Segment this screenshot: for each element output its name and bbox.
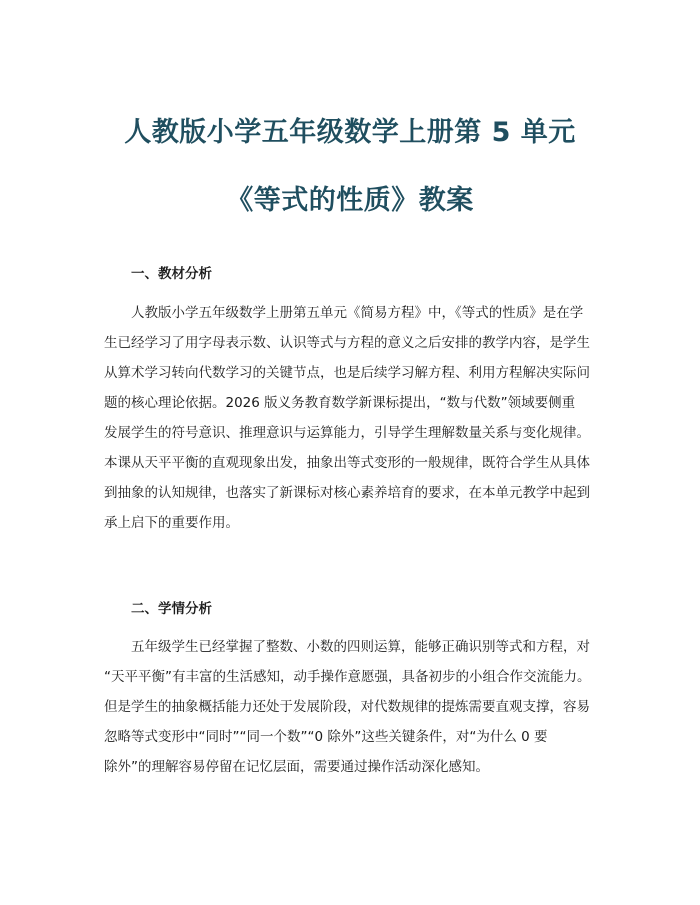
document-title-line-2: 《等式的性质》教案 <box>226 185 474 216</box>
paragraph-line: 但是学生的抽象概括能力还处于发展阶段，对代数规律的提炼需要直观支撑，容易 <box>104 699 590 715</box>
paragraph-line: 从算术学习转向代数学习的关键节点，也是后续学习解方程、利用方程解决实际问 <box>104 365 590 381</box>
paragraph-line: 生已经学习了用字母表示数、认识等式与方程的意义之后安排的教学内容，是学生 <box>104 335 590 351</box>
paragraph-line: “天平平衡”有丰富的生活感知，动手操作意愿强，具备初步的小组合作交流能力。 <box>104 669 591 685</box>
section-heading-student-analysis: 二、学情分析 <box>131 601 212 617</box>
paragraph-line: 题的核心理论依据。2026 版义务教育数学新课标提出，“数与代数”领域要侧重 <box>104 395 576 411</box>
paragraph-line: 人教版小学五年级数学上册第五单元《简易方程》中，《等式的性质》是在学 <box>131 305 584 321</box>
paragraph-line: 五年级学生已经掌握了整数、小数的四则运算，能够正确识别等式和方程，对 <box>131 639 590 655</box>
paragraph-line: 忽略等式变形中“同时”“同一个数”“0 除外”这些关键条件，对“为什么 0 要 <box>104 729 548 745</box>
section-heading-textbook-analysis: 一、教材分析 <box>131 266 212 282</box>
paragraph-line: 除外”的理解容易停留在记忆层面，需要通过操作活动深化感知。 <box>104 759 489 775</box>
paragraph-line: 发展学生的符号意识、推理意识与运算能力，引导学生理解数量关系与变化规律。 <box>104 425 590 441</box>
paragraph-student-analysis <box>104 632 604 782</box>
paragraph-line: 到抽象的认知规律，也落实了新课标对核心素养培育的要求，在本单元教学中起到 <box>104 485 590 501</box>
document-title-line-1: 人教版小学五年级数学上册第 5 单元 <box>124 117 576 148</box>
paragraph-line: 本课从天平平衡的直观现象出发，抽象出等式变形的一般规律，既符合学生从具体 <box>104 455 590 471</box>
paragraph-line: 承上启下的重要作用。 <box>104 515 239 531</box>
paragraph-textbook-analysis <box>104 298 604 538</box>
